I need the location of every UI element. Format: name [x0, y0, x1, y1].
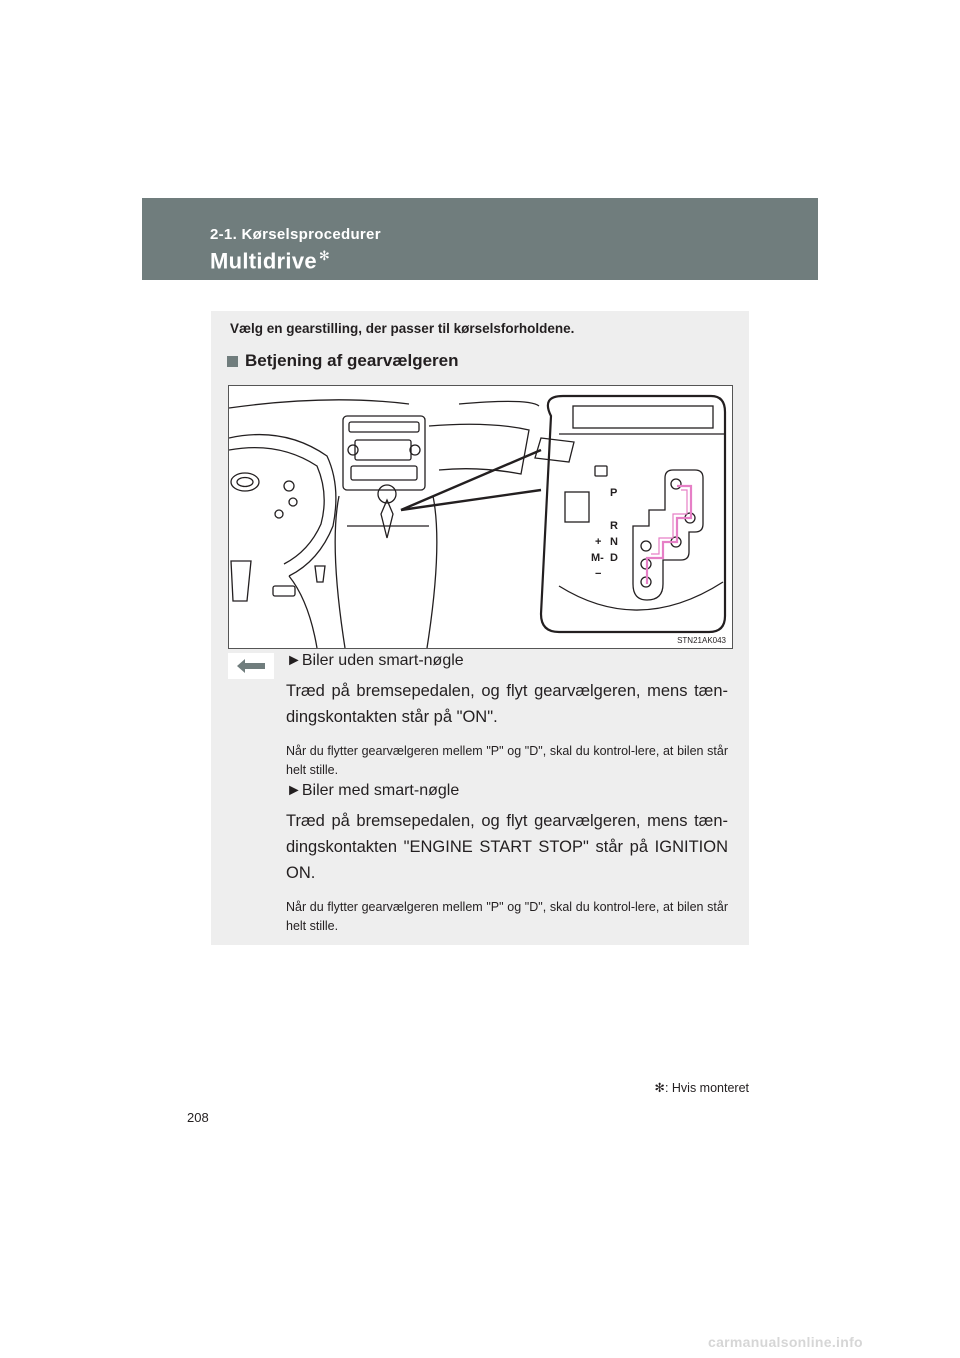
arrow-left-icon — [237, 659, 265, 673]
section-label: 2-1. Kørselsprocedurer — [210, 226, 381, 243]
optional-mark: ✻ — [318, 248, 331, 263]
square-bullet-icon — [227, 356, 238, 367]
footnote: ✻: Hvis monteret — [654, 1081, 749, 1095]
gear-selector-illustration — [228, 385, 733, 649]
variant-2-label: ►Biler med smart-nøgle — [286, 782, 460, 799]
content-box — [211, 311, 749, 945]
variant-1-note: Når du flytter gearvælgeren mellem "P" og "D", skal du kontrol-lere, at bilen står helt stille. — [286, 744, 728, 777]
subheading — [227, 351, 459, 371]
subheading-text: Betjening af gearvælgeren — [245, 351, 459, 370]
page-title — [210, 248, 330, 274]
shift-path — [647, 486, 691, 584]
variant-2 — [286, 782, 728, 936]
figure-code: STN21AK043 — [677, 636, 726, 645]
chapter-header — [142, 198, 818, 280]
gate-label-p: P — [610, 487, 618, 499]
gate-label-minus: − — [595, 568, 602, 580]
gate-label-plus: + — [595, 536, 602, 548]
page-title-text: Multidrive — [210, 248, 317, 274]
gate-label-n: N — [610, 536, 618, 548]
variant-2-note: Når du flytter gearvælgeren mellem "P" og "D", skal du kontrol-lere, at bilen står helt stille. — [286, 900, 728, 933]
variant-2-text: Træd på bremsepedalen, og flyt gearvælgeren, mens tæn-dingskontakten "ENGINE START STOP" står på IGNITION ON. — [286, 812, 728, 882]
gate-label-d: D — [610, 552, 618, 564]
watermark: carmanualsonline.info — [708, 1334, 863, 1350]
dashboard-drawing — [229, 386, 732, 648]
variant-1 — [286, 652, 728, 780]
variant-1-text: Træd på bremsepedalen, og flyt gearvælgeren, mens tæn-dingskontakten står på "ON". — [286, 682, 728, 726]
back-button[interactable] — [228, 653, 274, 679]
variant-1-label: ►Biler uden smart-nøgle — [286, 652, 464, 669]
page-number: 208 — [187, 1110, 209, 1125]
gate-label-m: M- — [591, 552, 604, 564]
intro-text: Vælg en gearstilling, der passer til kørselsforholdene. — [230, 321, 575, 336]
gate-label-r: R — [610, 520, 618, 532]
